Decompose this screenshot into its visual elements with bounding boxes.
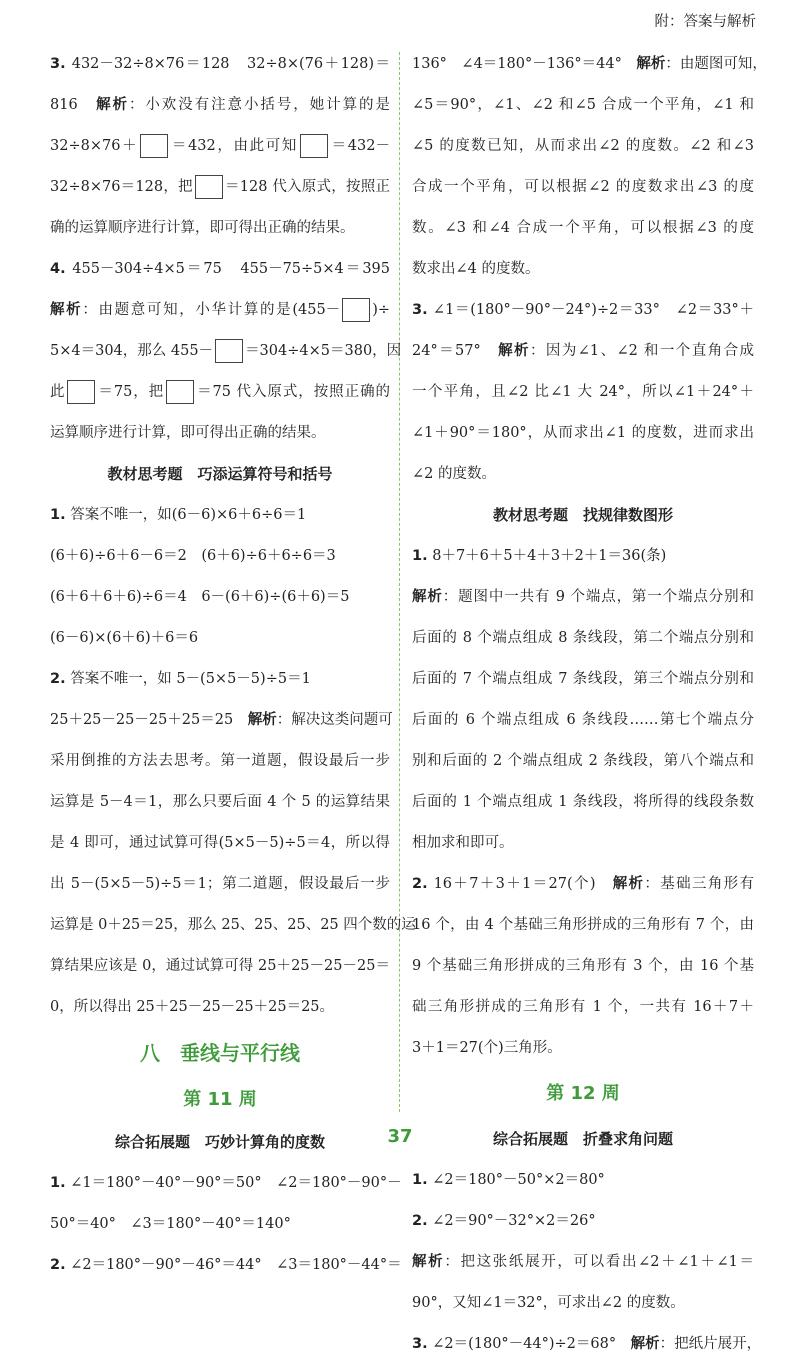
answer-line: 816 解析：小欢没有注意小括号，她计算的是	[50, 97, 390, 113]
answer-line: 1. ∠2＝180°－50°×2＝80°	[412, 1172, 605, 1188]
answer-line: 合成一个平角，可以根据∠2 的度数求出∠3 的度	[412, 179, 754, 195]
answer-line: 1. 答案不唯一，如(6－6)×6＋6÷6＝1	[50, 507, 307, 523]
answer-line: 24°＝57° 解析：因为∠1、∠2 和一个直角合成	[412, 343, 754, 359]
answer-line: 是 4 即可，通过试算可得(5×5－5)÷5＝4，所以得	[50, 835, 390, 851]
answer-line: 2. 16＋7＋3＋1＝27(个) 解析：基础三角形有	[412, 876, 755, 892]
answer-line: ∠1＋90°＝180°，从而求出∠1 的度数，进而求出	[412, 425, 754, 441]
blank-box	[195, 175, 223, 199]
answer-line: 别和后面的 2 个端点组成 2 条线段，第八个端点和	[412, 753, 754, 769]
answer-line: 2. ∠2＝180°－90°－46°＝44° ∠3＝180°－44°＝	[50, 1257, 402, 1273]
blank-box	[140, 134, 168, 158]
right-column	[412, 44, 767, 1365]
answer-line: 数求出∠4 的度数。	[412, 261, 540, 277]
chapter-title: 八 垂线与平行线	[140, 1041, 300, 1065]
answer-line: 2. 答案不唯一，如 5－(5×5－5)÷5＝1	[50, 671, 311, 687]
answer-line: (6＋6)÷6＋6－6＝2 (6＋6)÷6＋6÷6＝3	[50, 548, 336, 564]
answer-line: 一个平角，且∠2 比∠1 大 24°，所以∠1＋24°＋	[412, 384, 754, 400]
answer-line: 50°＝40° ∠3＝180°－40°＝140°	[50, 1216, 291, 1232]
blank-box	[166, 380, 194, 404]
section-heading: 综合拓展题 巧妙计算角的度数	[114, 1133, 325, 1151]
answer-line: 础三角形拼成的三角形有 1 个，一共有 16＋7＋	[412, 999, 754, 1015]
answer-line: 解析：题图中一共有 9 个端点，第一个端点分别和	[412, 589, 754, 605]
answer-line: 3＋1＝27(个)三角形。	[412, 1040, 562, 1056]
answer-line: 0，所以得出 25＋25－25－25＋25＝25。	[50, 999, 335, 1015]
section-heading: 教材思考题 找规律数图形	[492, 506, 673, 524]
answer-line: 数。∠3 和∠4 合成一个平角，可以根据∠3 的度	[412, 220, 754, 236]
answer-line: 运算顺序进行计算，即可得出正确的结果。	[50, 425, 326, 441]
answer-line: 相加求和即可。	[412, 835, 514, 851]
answer-line: 25＋25－25－25＋25＝25 解析：解决这类问题可	[50, 712, 393, 728]
answer-line: 后面的 8 个端点组成 8 条线段，第二个端点分别和	[412, 630, 754, 646]
answer-line: 出 5－(5×5－5)÷5＝1；第二道题，假设最后一步	[50, 876, 390, 892]
answer-line: (6＋6＋6＋6)÷6＝4 6－(6＋6)÷(6＋6)＝5	[50, 589, 350, 605]
section-heading: 综合拓展题 折叠求角问题	[492, 1130, 673, 1148]
answer-line: 3. ∠2＝(180°－44°)÷2＝68° 解析：把纸片展开，	[412, 1336, 762, 1352]
answer-line: 9 个基础三角形拼成的三角形有 3 个，由 16 个基	[412, 958, 754, 974]
answer-line: 3. 432－32÷8×76＝128 32÷8×(76＋128)＝	[50, 56, 390, 72]
blank-box	[67, 380, 95, 404]
answer-line: 4. 455－304÷4×5＝75 455－75÷5×4＝395	[50, 261, 390, 277]
page-header: 附：答案与解析	[654, 14, 756, 30]
answer-line: 32÷8×76＋ ＝432，由此可知 ＝432－	[50, 126, 390, 167]
blank-box	[300, 134, 328, 158]
answer-line: 后面的 1 个端点组成 1 条线段，将所得的线段条数	[412, 794, 754, 810]
answer-line: 算结果应该是 0，通过试算可得 25＋25－25－25＝	[50, 958, 390, 974]
week-title: 第 11 周	[183, 1089, 257, 1110]
answer-line: 16 个，由 4 个基础三角形拼成的三角形有 7 个，由	[412, 917, 754, 933]
answer-line: 1. ∠1＝180°－40°－90°＝50° ∠2＝180°－90°－	[50, 1175, 402, 1191]
answer-line: 2. ∠2＝90°－32°×2＝26°	[412, 1213, 596, 1229]
answer-line: 运算是 0＋25＝25，那么 25、25、25、25 四个数的运	[50, 917, 416, 933]
answer-line: ∠5＝90°，∠1、∠2 和∠5 合成一个平角，∠1 和	[412, 97, 754, 113]
answer-line: 采用倒推的方法去思考。第一道题，假设最后一步	[50, 753, 390, 769]
section-heading: 教材思考题 巧添运算符号和括号	[107, 465, 333, 483]
blank-box	[342, 298, 370, 322]
answer-line: (6－6)×(6＋6)＋6＝6	[50, 630, 199, 646]
answer-line: 运算是 5－4＝1，那么只要后面 4 个 5 的运算结果	[50, 794, 390, 810]
week-title: 第 12 周	[546, 1083, 620, 1104]
answer-line: 32÷8×76＝128，把 ＝128 代入原式，按照正	[50, 167, 390, 208]
answer-line: 5×4＝304，那么 455－ ＝304÷4×5＝380，因	[50, 331, 390, 372]
answer-line: ∠2 的度数。	[412, 466, 496, 482]
answer-line: ∠5 的度数已知，从而求出∠2 的度数。∠2 和∠3	[412, 138, 754, 154]
column-divider	[399, 52, 400, 1112]
answer-line: 3. ∠1＝(180°－90°－24°)÷2＝33° ∠2＝33°＋	[412, 302, 754, 318]
answer-line: 后面的 7 个端点组成 7 条线段，第三个端点分别和	[412, 671, 754, 687]
answer-line: 解析：把这张纸展开，可以看出∠2＋∠1＋∠1＝	[412, 1254, 755, 1270]
answer-line: 136° ∠4＝180°－136°＝44° 解析：由题图可知，	[412, 56, 767, 72]
page-number: 37	[387, 1126, 413, 1147]
answer-line: 确的运算顺序进行计算，即可得出正确的结果。	[50, 220, 355, 236]
answer-line: 后面的 6 个端点组成 6 条线段……第七个端点分	[412, 712, 754, 728]
blank-box	[215, 339, 243, 363]
answer-line: 1. 8＋7＋6＋5＋4＋3＋2＋1＝36(条)	[412, 548, 667, 564]
answer-line: 90°，又知∠1＝32°，可求出∠2 的度数。	[412, 1295, 685, 1311]
answer-line: 此 ＝75，把 ＝75 代入原式，按照正确的	[50, 372, 390, 413]
answer-line: 解析：由题意可知，小华计算的是(455－ )÷	[50, 290, 390, 331]
